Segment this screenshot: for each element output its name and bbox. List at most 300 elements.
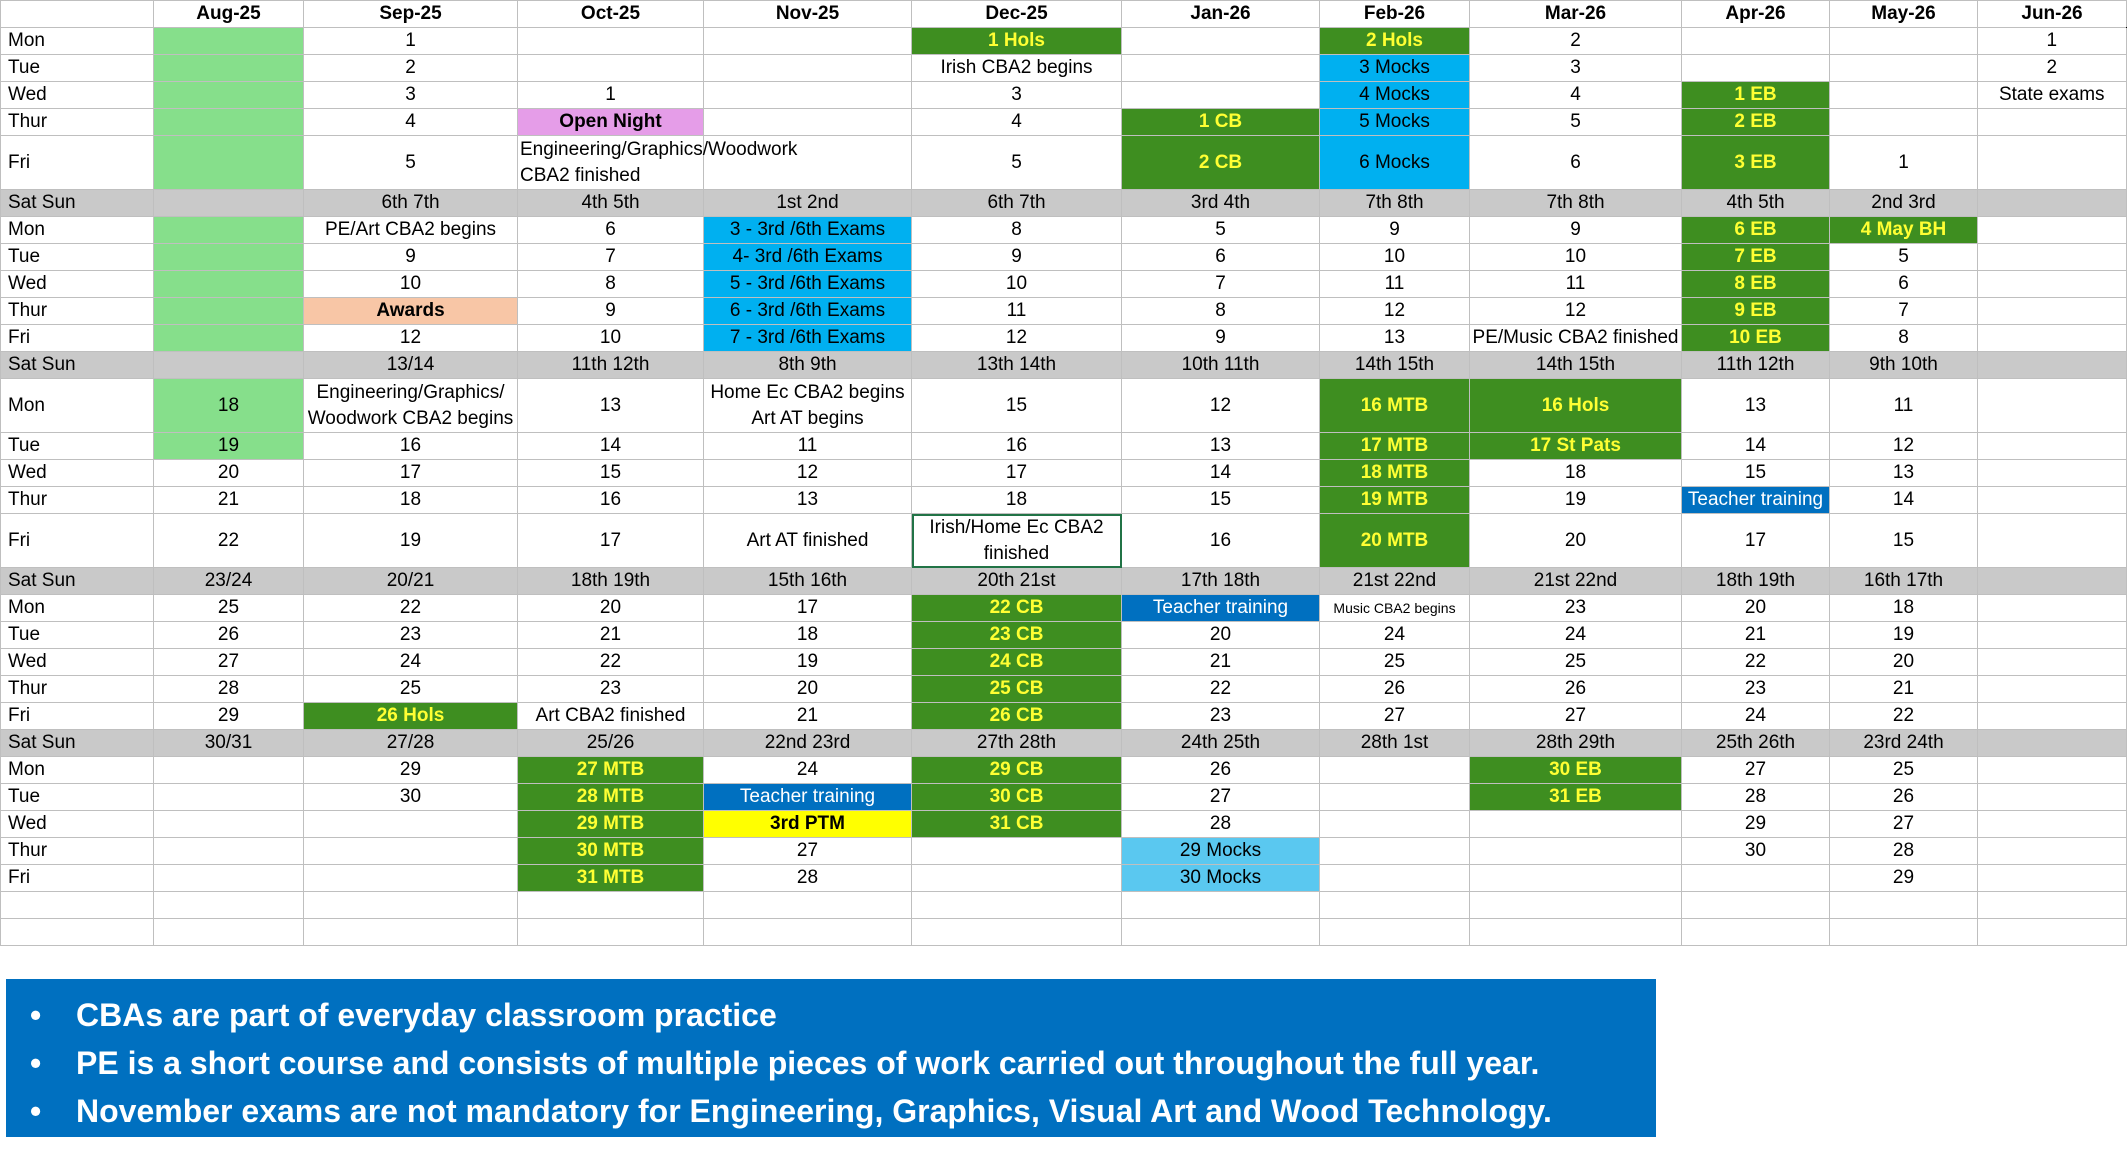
- calendar-cell[interactable]: 5: [1470, 109, 1682, 136]
- calendar-cell[interactable]: 9: [912, 244, 1122, 271]
- calendar-cell[interactable]: [1978, 352, 2127, 379]
- calendar-cell[interactable]: 5: [912, 136, 1122, 190]
- calendar-cell[interactable]: 25/26: [518, 730, 704, 757]
- calendar-cell[interactable]: 23/24: [154, 568, 304, 595]
- calendar-cell[interactable]: 14th 15th: [1470, 352, 1682, 379]
- calendar-cell[interactable]: 28th 29th: [1470, 730, 1682, 757]
- calendar-cell[interactable]: 20/21: [304, 568, 518, 595]
- calendar-cell[interactable]: [1470, 811, 1682, 838]
- calendar-cell[interactable]: 20 MTB: [1320, 514, 1470, 568]
- calendar-cell[interactable]: [1320, 865, 1470, 892]
- calendar-cell[interactable]: 24th 25th: [1122, 730, 1320, 757]
- calendar-cell[interactable]: 6 - 3rd /6th Exams: [704, 298, 912, 325]
- calendar-cell[interactable]: 18: [1830, 595, 1978, 622]
- empty-cell[interactable]: [1, 919, 154, 946]
- calendar-cell[interactable]: [1978, 217, 2127, 244]
- calendar-cell[interactable]: 7: [518, 244, 704, 271]
- calendar-cell[interactable]: 17 MTB: [1320, 433, 1470, 460]
- calendar-cell[interactable]: 6: [1122, 244, 1320, 271]
- calendar-cell[interactable]: 24: [704, 757, 912, 784]
- calendar-cell[interactable]: 1 CB: [1122, 109, 1320, 136]
- calendar-cell[interactable]: Engineering/Graphics/ Woodwork CBA2 begins: [304, 379, 518, 433]
- calendar-cell[interactable]: [1978, 514, 2127, 568]
- calendar-cell[interactable]: 28th 1st: [1320, 730, 1470, 757]
- calendar-cell[interactable]: Art AT finished: [704, 514, 912, 568]
- calendar-cell[interactable]: 25 CB: [912, 676, 1122, 703]
- calendar-cell[interactable]: [1978, 109, 2127, 136]
- calendar-cell[interactable]: 2: [1978, 55, 2127, 82]
- calendar-cell[interactable]: 21st 22nd: [1470, 568, 1682, 595]
- calendar-cell[interactable]: 3 Mocks: [1320, 55, 1470, 82]
- calendar-cell[interactable]: 31 EB: [1470, 784, 1682, 811]
- calendar-cell[interactable]: [154, 244, 304, 271]
- day-label[interactable]: Mon: [1, 217, 154, 244]
- calendar-cell[interactable]: 1: [518, 82, 704, 109]
- calendar-cell[interactable]: 8 EB: [1682, 271, 1830, 298]
- calendar-cell[interactable]: 16 Hols: [1470, 379, 1682, 433]
- calendar-cell[interactable]: 29: [1830, 865, 1978, 892]
- calendar-cell[interactable]: 27: [1830, 811, 1978, 838]
- empty-cell[interactable]: [518, 892, 704, 919]
- calendar-cell[interactable]: 11: [1830, 379, 1978, 433]
- calendar-cell[interactable]: [154, 811, 304, 838]
- calendar-cell[interactable]: 7 EB: [1682, 244, 1830, 271]
- calendar-cell[interactable]: [704, 82, 912, 109]
- calendar-cell[interactable]: 30 Mocks: [1122, 865, 1320, 892]
- empty-cell[interactable]: [154, 919, 304, 946]
- calendar-cell[interactable]: [1978, 676, 2127, 703]
- calendar-cell[interactable]: 27: [1470, 703, 1682, 730]
- calendar-cell[interactable]: 11th 12th: [518, 352, 704, 379]
- calendar-cell[interactable]: [1122, 28, 1320, 55]
- day-label[interactable]: Thur: [1, 109, 154, 136]
- calendar-cell[interactable]: 5 - 3rd /6th Exams: [704, 271, 912, 298]
- calendar-cell[interactable]: 26 CB: [912, 703, 1122, 730]
- empty-cell[interactable]: [304, 919, 518, 946]
- calendar-cell[interactable]: 27/28: [304, 730, 518, 757]
- calendar-cell[interactable]: 23: [518, 676, 704, 703]
- calendar-cell[interactable]: 2 CB: [1122, 136, 1320, 190]
- calendar-cell[interactable]: 25: [1320, 649, 1470, 676]
- calendar-cell[interactable]: 18th 19th: [1682, 568, 1830, 595]
- calendar-cell[interactable]: 13/14: [304, 352, 518, 379]
- calendar-cell[interactable]: [1470, 838, 1682, 865]
- calendar-cell[interactable]: Teacher training: [1682, 487, 1830, 514]
- calendar-cell[interactable]: [1978, 244, 2127, 271]
- calendar-cell[interactable]: 1 EB: [1682, 82, 1830, 109]
- day-label[interactable]: Mon: [1, 379, 154, 433]
- calendar-cell[interactable]: [1978, 379, 2127, 433]
- calendar-cell[interactable]: Irish/Home Ec CBA2 finished: [912, 514, 1122, 568]
- calendar-cell[interactable]: 4 Mocks: [1320, 82, 1470, 109]
- calendar-cell[interactable]: [154, 82, 304, 109]
- month-header[interactable]: May-26: [1830, 1, 1978, 28]
- calendar-cell[interactable]: 20: [154, 460, 304, 487]
- empty-cell[interactable]: [1122, 919, 1320, 946]
- calendar-cell[interactable]: 8: [1830, 325, 1978, 352]
- calendar-cell[interactable]: PE/Music CBA2 finished: [1470, 325, 1682, 352]
- calendar-cell[interactable]: 13: [1122, 433, 1320, 460]
- calendar-cell[interactable]: 5 Mocks: [1320, 109, 1470, 136]
- empty-cell[interactable]: [1122, 892, 1320, 919]
- calendar-cell[interactable]: 25: [1470, 649, 1682, 676]
- empty-cell[interactable]: [1978, 892, 2127, 919]
- calendar-cell[interactable]: 28: [704, 865, 912, 892]
- calendar-cell[interactable]: 5: [304, 136, 518, 190]
- calendar-cell[interactable]: 10: [518, 325, 704, 352]
- day-label[interactable]: Wed: [1, 649, 154, 676]
- calendar-cell[interactable]: 4th 5th: [518, 190, 704, 217]
- calendar-cell[interactable]: 4: [1470, 82, 1682, 109]
- calendar-cell[interactable]: [1978, 595, 2127, 622]
- day-label[interactable]: Thur: [1, 838, 154, 865]
- calendar-cell[interactable]: 13: [518, 379, 704, 433]
- calendar-cell[interactable]: 16: [518, 487, 704, 514]
- empty-cell[interactable]: [1470, 919, 1682, 946]
- day-label[interactable]: Thur: [1, 298, 154, 325]
- calendar-cell[interactable]: [154, 136, 304, 190]
- calendar-cell[interactable]: 17: [1682, 514, 1830, 568]
- calendar-cell[interactable]: [154, 838, 304, 865]
- calendar-cell[interactable]: 22: [154, 514, 304, 568]
- calendar-cell[interactable]: 30 CB: [912, 784, 1122, 811]
- calendar-cell[interactable]: 18 MTB: [1320, 460, 1470, 487]
- calendar-cell[interactable]: 20: [1830, 649, 1978, 676]
- day-label[interactable]: Wed: [1, 811, 154, 838]
- calendar-cell[interactable]: 2 Hols: [1320, 28, 1470, 55]
- calendar-cell[interactable]: 10: [1320, 244, 1470, 271]
- calendar-cell[interactable]: 11: [1320, 271, 1470, 298]
- calendar-cell[interactable]: 25th 26th: [1682, 730, 1830, 757]
- calendar-cell[interactable]: State exams: [1978, 82, 2127, 109]
- calendar-cell[interactable]: 17: [912, 460, 1122, 487]
- calendar-cell[interactable]: 29 Mocks: [1122, 838, 1320, 865]
- calendar-cell[interactable]: [1682, 28, 1830, 55]
- day-label[interactable]: Thur: [1, 676, 154, 703]
- calendar-cell[interactable]: 11th 12th: [1682, 352, 1830, 379]
- calendar-cell[interactable]: [154, 865, 304, 892]
- calendar-cell[interactable]: 2 EB: [1682, 109, 1830, 136]
- calendar-cell[interactable]: 23: [304, 622, 518, 649]
- calendar-cell[interactable]: PE/Art CBA2 begins: [304, 217, 518, 244]
- calendar-cell[interactable]: 3: [912, 82, 1122, 109]
- calendar-cell[interactable]: 26: [1122, 757, 1320, 784]
- month-header[interactable]: Oct-25: [518, 1, 704, 28]
- day-label[interactable]: Wed: [1, 271, 154, 298]
- calendar-cell[interactable]: Teacher training: [704, 784, 912, 811]
- calendar-cell[interactable]: 6: [1830, 271, 1978, 298]
- calendar-cell[interactable]: 20th 21st: [912, 568, 1122, 595]
- calendar-cell[interactable]: 3 - 3rd /6th Exams: [704, 217, 912, 244]
- calendar-cell[interactable]: 9: [1320, 217, 1470, 244]
- day-label[interactable]: Wed: [1, 460, 154, 487]
- empty-cell[interactable]: [1320, 892, 1470, 919]
- calendar-cell[interactable]: 18: [912, 487, 1122, 514]
- calendar-cell[interactable]: 26: [1470, 676, 1682, 703]
- calendar-cell[interactable]: 9: [1122, 325, 1320, 352]
- calendar-cell[interactable]: [1682, 55, 1830, 82]
- calendar-cell[interactable]: 16 MTB: [1320, 379, 1470, 433]
- calendar-cell[interactable]: 4: [304, 109, 518, 136]
- calendar-cell[interactable]: 27: [704, 838, 912, 865]
- calendar-cell[interactable]: 21: [1682, 622, 1830, 649]
- calendar-cell[interactable]: Awards: [304, 298, 518, 325]
- calendar-cell[interactable]: 23: [1470, 595, 1682, 622]
- empty-cell[interactable]: [1682, 919, 1830, 946]
- empty-cell[interactable]: [1470, 892, 1682, 919]
- calendar-cell[interactable]: [1830, 82, 1978, 109]
- calendar-cell[interactable]: 22 CB: [912, 595, 1122, 622]
- calendar-cell[interactable]: 25: [1830, 757, 1978, 784]
- empty-cell[interactable]: [912, 892, 1122, 919]
- calendar-cell[interactable]: 9 EB: [1682, 298, 1830, 325]
- empty-cell[interactable]: [518, 919, 704, 946]
- calendar-cell[interactable]: 28: [1682, 784, 1830, 811]
- calendar-cell[interactable]: 12: [1470, 298, 1682, 325]
- calendar-cell[interactable]: [1122, 82, 1320, 109]
- calendar-cell[interactable]: [154, 784, 304, 811]
- day-label[interactable]: Mon: [1, 595, 154, 622]
- calendar-cell[interactable]: [1978, 811, 2127, 838]
- day-label[interactable]: Sat Sun: [1, 568, 154, 595]
- calendar-cell[interactable]: [304, 811, 518, 838]
- calendar-cell[interactable]: 22nd 23rd: [704, 730, 912, 757]
- calendar-cell[interactable]: 7th 8th: [1320, 190, 1470, 217]
- month-header[interactable]: Jun-26: [1978, 1, 2127, 28]
- calendar-cell[interactable]: 15: [1682, 460, 1830, 487]
- calendar-cell[interactable]: 29 MTB: [518, 811, 704, 838]
- empty-cell[interactable]: [1320, 919, 1470, 946]
- calendar-cell[interactable]: [154, 109, 304, 136]
- calendar-cell[interactable]: 26: [1320, 676, 1470, 703]
- calendar-cell[interactable]: 25: [154, 595, 304, 622]
- calendar-cell[interactable]: [1978, 298, 2127, 325]
- calendar-cell[interactable]: 1: [1830, 136, 1978, 190]
- calendar-cell[interactable]: [154, 271, 304, 298]
- calendar-cell[interactable]: 23 CB: [912, 622, 1122, 649]
- calendar-cell[interactable]: 4: [912, 109, 1122, 136]
- calendar-cell[interactable]: 24: [304, 649, 518, 676]
- day-label[interactable]: Tue: [1, 244, 154, 271]
- day-label[interactable]: Tue: [1, 784, 154, 811]
- calendar-cell[interactable]: [154, 28, 304, 55]
- calendar-cell[interactable]: 27 MTB: [518, 757, 704, 784]
- calendar-cell[interactable]: 14: [1830, 487, 1978, 514]
- calendar-cell[interactable]: 24: [1320, 622, 1470, 649]
- calendar-cell[interactable]: 2: [1470, 28, 1682, 55]
- calendar-cell[interactable]: 8th 9th: [704, 352, 912, 379]
- calendar-cell[interactable]: [1978, 190, 2127, 217]
- calendar-cell[interactable]: 27: [1682, 757, 1830, 784]
- calendar-cell[interactable]: 11: [704, 433, 912, 460]
- calendar-cell[interactable]: 16: [1122, 514, 1320, 568]
- day-label[interactable]: Sat Sun: [1, 352, 154, 379]
- calendar-cell[interactable]: 17 St Pats: [1470, 433, 1682, 460]
- calendar-cell[interactable]: [1978, 622, 2127, 649]
- calendar-cell[interactable]: 21: [1830, 676, 1978, 703]
- calendar-cell[interactable]: [1320, 811, 1470, 838]
- calendar-cell[interactable]: [1978, 325, 2127, 352]
- calendar-cell[interactable]: 5: [1830, 244, 1978, 271]
- day-label[interactable]: Fri: [1, 514, 154, 568]
- calendar-cell[interactable]: 10th 11th: [1122, 352, 1320, 379]
- calendar-cell[interactable]: 27th 28th: [912, 730, 1122, 757]
- calendar-cell[interactable]: 21: [704, 703, 912, 730]
- calendar-cell[interactable]: 5: [1122, 217, 1320, 244]
- empty-cell[interactable]: [154, 892, 304, 919]
- calendar-cell[interactable]: 3: [1470, 55, 1682, 82]
- calendar-cell[interactable]: 12: [912, 325, 1122, 352]
- day-label[interactable]: Fri: [1, 325, 154, 352]
- calendar-cell[interactable]: 13: [704, 487, 912, 514]
- calendar-cell[interactable]: 24: [1470, 622, 1682, 649]
- calendar-cell[interactable]: 1st 2nd: [704, 190, 912, 217]
- calendar-cell[interactable]: 12: [1320, 298, 1470, 325]
- calendar-cell[interactable]: Teacher training: [1122, 595, 1320, 622]
- calendar-cell[interactable]: 9th 10th: [1830, 352, 1978, 379]
- calendar-cell[interactable]: 28: [1122, 811, 1320, 838]
- calendar-cell[interactable]: 30: [1682, 838, 1830, 865]
- calendar-cell[interactable]: [518, 28, 704, 55]
- calendar-cell[interactable]: 13: [1830, 460, 1978, 487]
- calendar-cell[interactable]: 15: [1830, 514, 1978, 568]
- calendar-cell[interactable]: 21st 22nd: [1320, 568, 1470, 595]
- calendar-cell[interactable]: 7: [1830, 298, 1978, 325]
- calendar-cell[interactable]: Irish CBA2 begins: [912, 55, 1122, 82]
- calendar-cell[interactable]: 10: [1470, 244, 1682, 271]
- calendar-cell[interactable]: [1978, 433, 2127, 460]
- calendar-cell[interactable]: 15th 16th: [704, 568, 912, 595]
- day-label[interactable]: Mon: [1, 757, 154, 784]
- calendar-cell[interactable]: 14: [518, 433, 704, 460]
- calendar-cell[interactable]: 30 MTB: [518, 838, 704, 865]
- month-header[interactable]: Mar-26: [1470, 1, 1682, 28]
- calendar-cell[interactable]: 11: [1470, 271, 1682, 298]
- day-label[interactable]: Sat Sun: [1, 190, 154, 217]
- calendar-cell[interactable]: 6 EB: [1682, 217, 1830, 244]
- calendar-cell[interactable]: 3: [304, 82, 518, 109]
- calendar-cell[interactable]: [1978, 757, 2127, 784]
- calendar-cell[interactable]: 6th 7th: [304, 190, 518, 217]
- day-label[interactable]: Wed: [1, 82, 154, 109]
- calendar-cell[interactable]: Engineering/Graphics/Woodwork CBA2 finished: [518, 136, 704, 190]
- calendar-cell[interactable]: [1978, 784, 2127, 811]
- calendar-cell[interactable]: [1978, 838, 2127, 865]
- calendar-cell[interactable]: [912, 838, 1122, 865]
- calendar-cell[interactable]: 15: [912, 379, 1122, 433]
- calendar-cell[interactable]: 20: [1470, 514, 1682, 568]
- empty-cell[interactable]: [912, 919, 1122, 946]
- calendar-cell[interactable]: 7th 8th: [1470, 190, 1682, 217]
- calendar-cell[interactable]: Music CBA2 begins: [1320, 595, 1470, 622]
- calendar-cell[interactable]: 6th 7th: [912, 190, 1122, 217]
- calendar-cell[interactable]: [154, 757, 304, 784]
- calendar-cell[interactable]: 17th 18th: [1122, 568, 1320, 595]
- calendar-cell[interactable]: 10 EB: [1682, 325, 1830, 352]
- calendar-cell[interactable]: [1830, 109, 1978, 136]
- calendar-cell[interactable]: 21: [154, 487, 304, 514]
- calendar-cell[interactable]: [1978, 703, 2127, 730]
- calendar-cell[interactable]: [1830, 28, 1978, 55]
- calendar-cell[interactable]: 27: [154, 649, 304, 676]
- calendar-cell[interactable]: 18th 19th: [518, 568, 704, 595]
- calendar-cell[interactable]: 18: [704, 622, 912, 649]
- calendar-cell[interactable]: 29: [154, 703, 304, 730]
- empty-cell[interactable]: [1, 892, 154, 919]
- calendar-cell[interactable]: 11: [912, 298, 1122, 325]
- calendar-cell[interactable]: 7: [1122, 271, 1320, 298]
- calendar-cell[interactable]: [304, 865, 518, 892]
- calendar-cell[interactable]: [912, 865, 1122, 892]
- calendar-cell[interactable]: 22: [1830, 703, 1978, 730]
- calendar-cell[interactable]: [154, 352, 304, 379]
- calendar-cell[interactable]: 30: [304, 784, 518, 811]
- calendar-cell[interactable]: [704, 55, 912, 82]
- calendar-cell[interactable]: [1122, 55, 1320, 82]
- calendar-cell[interactable]: 8: [912, 217, 1122, 244]
- calendar-cell[interactable]: 20: [518, 595, 704, 622]
- calendar-cell[interactable]: [1978, 568, 2127, 595]
- day-label[interactable]: Mon: [1, 28, 154, 55]
- calendar-cell[interactable]: 29 CB: [912, 757, 1122, 784]
- calendar-cell[interactable]: 19: [154, 433, 304, 460]
- calendar-cell[interactable]: 15: [518, 460, 704, 487]
- day-label[interactable]: Tue: [1, 433, 154, 460]
- calendar-cell[interactable]: 18: [304, 487, 518, 514]
- calendar-cell[interactable]: 2nd 3rd: [1830, 190, 1978, 217]
- calendar-cell[interactable]: 16th 17th: [1830, 568, 1978, 595]
- month-header[interactable]: Sep-25: [304, 1, 518, 28]
- day-label[interactable]: Tue: [1, 622, 154, 649]
- calendar-cell[interactable]: 12: [1122, 379, 1320, 433]
- day-label[interactable]: Thur: [1, 487, 154, 514]
- calendar-cell[interactable]: 25: [304, 676, 518, 703]
- calendar-cell[interactable]: [1682, 865, 1830, 892]
- calendar-cell[interactable]: 16: [912, 433, 1122, 460]
- calendar-cell[interactable]: 17: [518, 514, 704, 568]
- calendar-cell[interactable]: 14: [1122, 460, 1320, 487]
- calendar-cell[interactable]: 6: [1470, 136, 1682, 190]
- calendar-cell[interactable]: 17: [704, 595, 912, 622]
- calendar-cell[interactable]: 17: [304, 460, 518, 487]
- calendar-cell[interactable]: [1320, 757, 1470, 784]
- calendar-cell[interactable]: 29: [1682, 811, 1830, 838]
- calendar-cell[interactable]: 23: [1122, 703, 1320, 730]
- empty-cell[interactable]: [1978, 919, 2127, 946]
- calendar-cell[interactable]: [154, 190, 304, 217]
- day-label[interactable]: Fri: [1, 703, 154, 730]
- empty-cell[interactable]: [704, 919, 912, 946]
- calendar-cell[interactable]: 19: [1470, 487, 1682, 514]
- empty-cell[interactable]: [704, 892, 912, 919]
- calendar-cell[interactable]: 12: [1830, 433, 1978, 460]
- calendar-cell[interactable]: Open Night: [518, 109, 704, 136]
- calendar-cell[interactable]: 3 EB: [1682, 136, 1830, 190]
- calendar-cell[interactable]: 6: [518, 217, 704, 244]
- calendar-cell[interactable]: 15: [1122, 487, 1320, 514]
- calendar-cell[interactable]: 20: [1122, 622, 1320, 649]
- calendar-cell[interactable]: [1320, 838, 1470, 865]
- calendar-cell[interactable]: [1978, 487, 2127, 514]
- calendar-cell[interactable]: 22: [518, 649, 704, 676]
- calendar-cell[interactable]: 10: [304, 271, 518, 298]
- empty-cell[interactable]: [1830, 919, 1978, 946]
- empty-cell[interactable]: [1830, 892, 1978, 919]
- calendar-cell[interactable]: 9: [1470, 217, 1682, 244]
- calendar-cell[interactable]: 30/31: [154, 730, 304, 757]
- day-label[interactable]: Tue: [1, 55, 154, 82]
- calendar-cell[interactable]: [154, 325, 304, 352]
